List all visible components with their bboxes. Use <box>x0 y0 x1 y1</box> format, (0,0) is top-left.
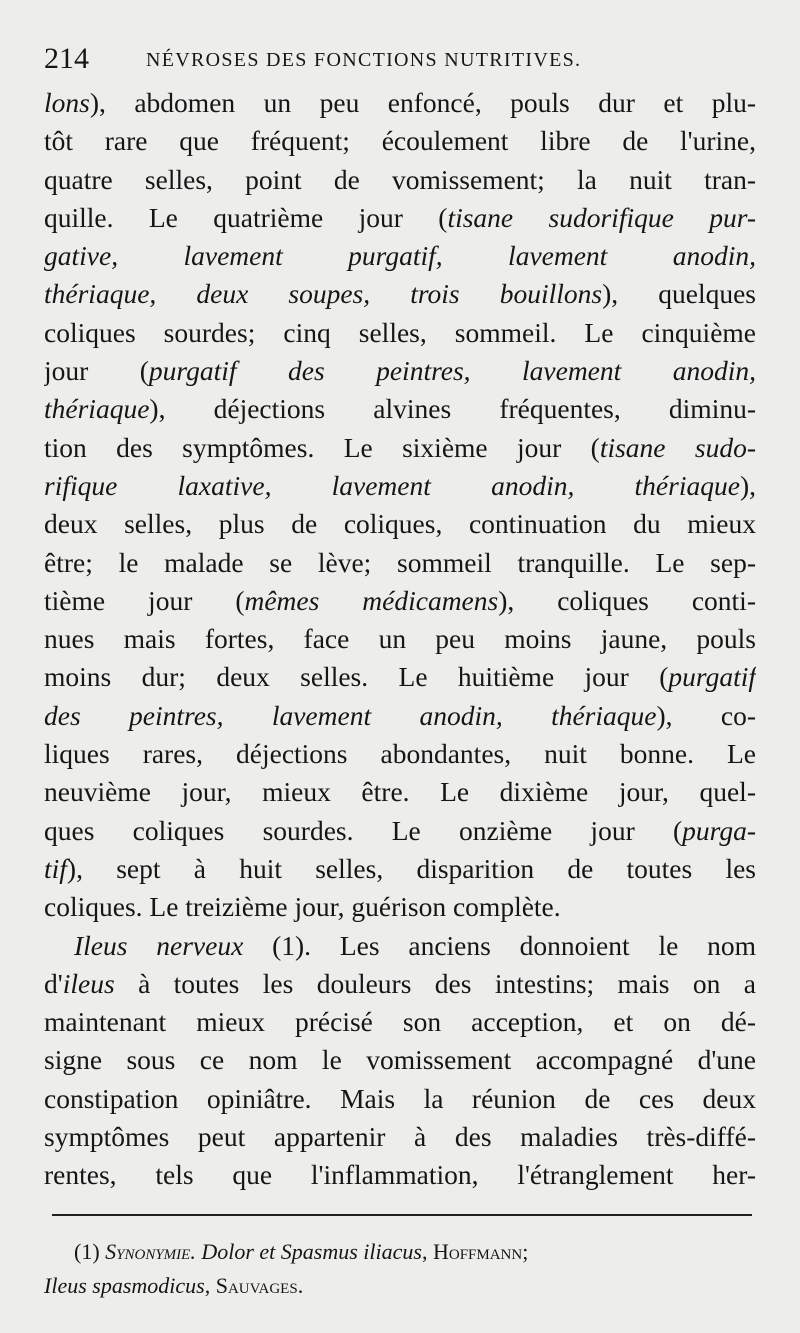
italic-text: ileus <box>62 967 115 999</box>
footnotes <box>44 1235 756 1303</box>
text-line <box>44 888 756 926</box>
text-run: quatre selles, point de vomissement; la nuit tran- <box>44 163 756 195</box>
italic-text: tisane sudo- <box>599 431 756 463</box>
text-line <box>44 390 756 428</box>
text-line <box>44 927 756 965</box>
text-line <box>44 773 756 811</box>
text-run: d' <box>44 967 63 999</box>
footnote-rule <box>52 1214 752 1216</box>
text-run: ), sept à huit selles, disparition de toutes les <box>66 852 756 884</box>
text-run: ), <box>739 469 756 501</box>
italic-text: purgatif <box>668 661 756 693</box>
text-run: rentes, tels que l'inflammation, l'étranglement her- <box>44 1159 756 1191</box>
text-line <box>44 735 756 773</box>
text-line <box>44 620 756 658</box>
text-run: Hoffmann <box>432 1239 523 1264</box>
text-line <box>44 505 756 543</box>
text-line <box>44 467 756 505</box>
text-run: ), déjections alvines fréquentes, diminu- <box>149 393 756 425</box>
text-run: moins dur; deux selles. Le huitième jour ( <box>44 661 669 693</box>
text-run: tion des symptômes. Le sixième jour ( <box>44 431 600 463</box>
text-line <box>44 84 756 122</box>
text-line <box>44 850 756 888</box>
italic-text: lons <box>44 87 90 118</box>
text-line <box>44 199 756 237</box>
text-run: neuvième jour, mieux être. Le dixième jour, quel- <box>44 776 756 808</box>
text-line <box>44 1080 756 1118</box>
text-line <box>44 658 756 696</box>
text-line <box>44 352 756 390</box>
text-run: à toutes les douleurs des intestins; mais on a <box>114 967 756 999</box>
italic-text: rifique laxative, lavement anodin, thériaque <box>44 469 740 501</box>
text-line <box>44 314 756 352</box>
text-line <box>44 1156 756 1194</box>
italic-text: gative, lavement purgatif, lavement anodin, <box>44 240 756 272</box>
text-run: quille. Le quatrième jour ( <box>44 201 448 233</box>
text-run: Sauvages <box>215 1273 298 1298</box>
text-run: ; <box>522 1239 529 1264</box>
text-line <box>44 275 756 313</box>
italic-text: Ileus nerveux <box>74 929 244 961</box>
text-line <box>44 161 756 199</box>
text-run: constipation opiniâtre. Mais la réunion de ces deux <box>44 1082 756 1114</box>
italic-text: purgatif des peintres, lavement anodin, <box>148 355 756 387</box>
italic-text: Dolor et Spasmus iliacus <box>195 1239 422 1264</box>
text-run: , <box>421 1239 433 1264</box>
italic-text: des peintres, lavement anodin, thériaque <box>44 699 657 731</box>
text-run: ), abdomen un peu enfoncé, pouls dur et plu- <box>89 87 756 118</box>
text-run: ), co- <box>656 699 756 731</box>
italic-text: thériaque, deux soupes, trois bouillons <box>44 278 603 310</box>
text-run: ques coliques sourdes. Le onzième jour ( <box>44 814 683 846</box>
footnote-line <box>44 1269 756 1303</box>
text-line <box>44 237 756 275</box>
italic-text: mêmes médicamens <box>244 584 499 616</box>
text-run: coliques. Le treizième jour, guérison complète. <box>44 891 561 923</box>
text-run: coliques sourdes; cinq selles, sommeil. Le cinquième <box>44 316 756 348</box>
text-run: liques rares, déjections abondantes, nuit bonne. Le <box>44 738 756 770</box>
text-line <box>44 965 756 1003</box>
italic-text: tif <box>44 852 67 884</box>
text-line <box>44 812 756 850</box>
text-run: . <box>297 1273 304 1298</box>
page-number: 214 <box>44 42 89 75</box>
text-run: nues mais fortes, face un peu moins jaune, pouls <box>44 623 756 655</box>
text-run: (1). Les anciens donnoient le nom <box>243 929 756 961</box>
text-line <box>44 1041 756 1079</box>
text-line <box>44 582 756 620</box>
italic-text: Synonymie. <box>105 1239 196 1264</box>
running-title: NÉVROSES DES FONCTIONS NUTRITIVES. <box>146 49 582 71</box>
text-run: ), quelques <box>602 278 756 310</box>
text-run: symptômes peut appartenir à des maladies très-diffé- <box>44 1121 756 1153</box>
italic-text: purga- <box>682 814 756 846</box>
text-line <box>44 1118 756 1156</box>
text-run: deux selles, plus de coliques, continuation du mieux <box>44 508 756 540</box>
italic-text: thériaque <box>44 393 150 425</box>
body-text <box>44 84 756 1195</box>
text-run: tième jour ( <box>44 584 245 616</box>
text-run: tôt rare que fréquent; écoulement libre de l'urine, <box>44 125 756 157</box>
text-line <box>44 122 756 160</box>
page-header <box>44 42 756 76</box>
text-run: jour ( <box>44 355 149 387</box>
text-line <box>44 697 756 735</box>
text-run: être; le malade se lève; sommeil tranquille. Le sep- <box>44 546 756 578</box>
italic-text: Ileus spasmodicus <box>44 1273 205 1298</box>
text-run: signe sous ce nom le vomissement accompagné d'une <box>44 1044 756 1076</box>
text-run: ), coliques conti- <box>498 584 756 616</box>
text-run: , <box>204 1273 216 1298</box>
text-run: maintenant mieux précisé son acception, et on dé- <box>44 1006 756 1038</box>
footnote-line <box>44 1235 756 1269</box>
text-line <box>44 429 756 467</box>
italic-text: tisane sudorifique pur- <box>447 201 756 233</box>
text-run: (1) <box>74 1239 106 1264</box>
text-line <box>44 1003 756 1041</box>
text-line <box>44 544 756 582</box>
